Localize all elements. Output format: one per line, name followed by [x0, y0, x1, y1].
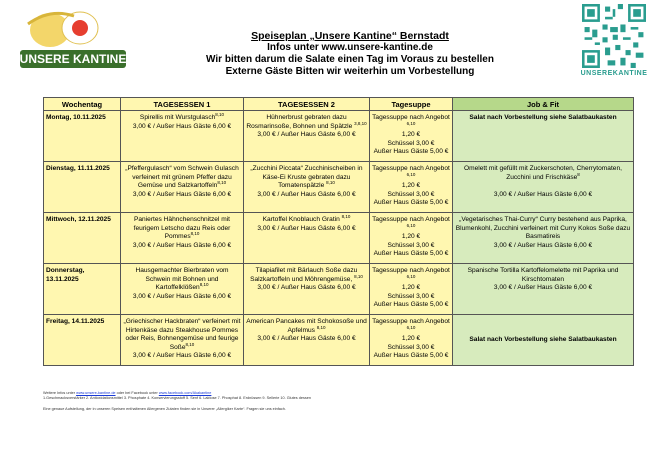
logo-text: UNSERE KANTINE	[19, 52, 127, 66]
soup-bowl-price: Schüssel 3,00 €	[387, 343, 435, 351]
page-title: Speiseplan „Unsere Kantine“ Bernstadt	[251, 30, 449, 42]
meal1-cell	[121, 264, 244, 315]
meal1-price: 3,00 € / Außer Haus Gäste 6,00 €	[132, 122, 232, 130]
allergen-sup: 8,10	[341, 213, 351, 219]
allergen-sup: 8,10	[354, 273, 363, 279]
allergen-sup: 8,10	[190, 231, 200, 236]
allergen-sup: 6,10	[406, 273, 416, 279]
allergen-sup: 8,10	[326, 180, 335, 185]
soup-name: Tagessuppe nach Angebot	[372, 318, 450, 325]
soup-price: 1,20 €	[401, 131, 421, 139]
jobfit-price: 3,00 € / Außer Haus Gäste 6,00 €	[493, 284, 593, 292]
allergen-sup: 6,10	[406, 222, 416, 228]
jobfit-cell	[453, 213, 634, 264]
meal2-price: 3,00 € / Außer Haus Gäste 6,00 €	[257, 224, 356, 232]
info-line: Infos unter www.unsere-kantine.de	[267, 42, 433, 53]
soup-price: 1,20 €	[401, 284, 421, 292]
allergen-legend: 1.Geschmacksverstärker 2. Antioxidationsmittel 3. Phosphate 4. Konservierungsstoff 5. Senf 6. Laktose 7. Phosphat 8. Erdnüssen 9. Sellerie 10. Glutes dessen	[43, 396, 311, 400]
meal1-price: 3,00 € / Außer Haus Gäste 6,00 €	[132, 352, 232, 360]
allergen-sup: 3,8,10	[354, 120, 367, 126]
jobfit-text: Omelett mit gefüllt mit Zuckerschoten, Cherrytomaten, Zucchini und Frischkäse	[464, 165, 622, 181]
soup-bowl-price: Schüssel 3,00 €	[387, 292, 435, 300]
jobfit-cell	[453, 162, 634, 213]
meal1-text: „Griechischer Hackbraten“ verfeinert mit Hirtenkäse dazu Steakhouse Pommes oder Reis, Bohnengemüse und feurige Soße	[123, 318, 241, 351]
table-body	[44, 111, 634, 366]
meal2-text: „Zucchini Piccata“ Zucchinischeiben in Käse-Ei Kruste gebraten dazu Tomatenspätzle	[250, 165, 363, 190]
menu-table	[43, 97, 634, 366]
soup-name: Tagessuppe nach Angebot	[372, 165, 450, 172]
meal2-text: Tilapiafilet mit Bärlauch Soße dazu Salzkartoffeln und Möhrengemüse,	[250, 267, 358, 283]
soup-takeaway-price: Außer Haus Gäste 5,00 €	[373, 301, 449, 309]
soup-bowl-price: Schüssel 3,00 €	[387, 139, 435, 147]
guest-notice: Externe Gäste Bitten wir weiterhin um Vorbestellung	[225, 66, 475, 77]
soup-price: 1,20 €	[401, 335, 421, 343]
col-header-jobfit: Job & Fit	[453, 98, 634, 111]
allergen-note: Eine genaue Aufstellung, der in unseren Speisen enthaltenen Allergenen Zutaten finden sie in Unserer „Allergiker Karte“. Fragen sie uns einfach.	[43, 407, 286, 411]
jobfit-text: Spanische Tortilla Kartoffelomelette mit Paprika und Kirschtomaten	[467, 267, 619, 283]
meal2-price: 3,00 € / Außer Haus Gäste 6,00 €	[257, 131, 356, 139]
day-cell: Donnerstag, 13.11.2025	[44, 264, 121, 315]
jobfit-cell	[453, 111, 634, 162]
soup-cell	[370, 264, 453, 315]
page-header	[150, 30, 550, 78]
allergen-sup: 8,10	[199, 282, 209, 287]
day-cell: Dienstag, 11.11.2025	[44, 162, 121, 213]
soup-name: Tagessuppe nach Angebot	[372, 216, 450, 223]
qr-code[interactable]	[582, 4, 646, 68]
day-cell: Mittwoch, 12.11.2025	[44, 213, 121, 264]
meal1-price: 3,00 € / Außer Haus Gäste 6,00 €	[132, 292, 232, 300]
meal1-text: Hausgemachter Bierbraten vom Schwein mit Bohnen und Kartoffelklößen	[135, 267, 229, 292]
table-row	[44, 111, 634, 162]
col-header-day: Wochentag	[44, 98, 121, 111]
soup-takeaway-price: Außer Haus Gäste 5,00 €	[373, 250, 449, 258]
day-cell: Freitag, 14.11.2025	[44, 315, 121, 366]
footer-notes	[43, 391, 463, 412]
soup-bowl-price: Schüssel 3,00 €	[387, 190, 435, 198]
col-header-soup: Tagesuppe	[370, 98, 453, 111]
soup-cell	[370, 213, 453, 264]
jobfit-cell	[453, 264, 634, 315]
jobfit-cell	[453, 315, 634, 366]
meal1-cell	[121, 162, 244, 213]
meal2-cell	[244, 213, 370, 264]
footer-mid: oder bei Facebook unter	[115, 391, 159, 395]
meal2-text: Hühnerbrust gebraten dazu Rosmarinsoße, Bohnen und Spätzle	[246, 114, 353, 130]
meal2-cell	[244, 162, 370, 213]
meal2-price: 3,00 € / Außer Haus Gäste 6,00 €	[257, 284, 356, 292]
allergen-sup: 8	[577, 171, 580, 177]
meal1-cell	[121, 315, 244, 366]
facebook-link[interactable]: www.facebook.com/Akakantine	[158, 391, 212, 395]
soup-bowl-price: Schüssel 3,00 €	[387, 241, 435, 249]
soup-price: 1,20 €	[401, 233, 421, 241]
jobfit-text: Salat nach Vorbestellung siehe Salatbaukasten	[469, 335, 617, 343]
soup-name: Tagessuppe nach Angebot	[372, 267, 450, 274]
footer-prefix: Weitere Infos unter	[43, 391, 77, 395]
soup-name: Tagessuppe nach Angebot	[372, 114, 450, 121]
meal2-cell	[244, 315, 370, 366]
jobfit-price: 3,00 € / Außer Haus Gäste 6,00 €	[493, 241, 593, 249]
col-header-meal2: TAGESESSEN 2	[244, 98, 370, 111]
allergen-sup: 6,10	[406, 120, 416, 126]
meal2-text: Kartoffel Knoblauch Gratin	[262, 216, 340, 223]
jobfit-text: „Vegetarisches Thai-Curry“ Curry bestehend aus Paprika, Blumenkohl, Zucchini verfeinert mit Curry Kokos Soße dazu Basmatireis	[455, 216, 631, 241]
allergen-sup: 6,10	[406, 171, 416, 177]
jobfit-price: 3,00 € / Außer Haus Gäste 6,00 €	[493, 190, 593, 198]
table-row	[44, 264, 634, 315]
jobfit-text: Salat nach Vorbestellung siehe Salatbaukasten	[469, 114, 617, 121]
qr-label: UNSEREKANTINE	[580, 70, 648, 77]
allergen-sup: 8,10	[316, 324, 326, 330]
meal2-cell	[244, 264, 370, 315]
soup-cell	[370, 111, 453, 162]
allergen-sup: 8,10	[185, 341, 195, 347]
allergen-sup: 6,10	[406, 324, 416, 330]
soup-price: 1,20 €	[401, 182, 421, 190]
table-row	[44, 213, 634, 264]
meal1-price: 3,00 € / Außer Haus Gäste 6,00 €	[132, 241, 232, 249]
kantine-logo	[14, 6, 132, 78]
col-header-meal1: TAGESESSEN 1	[121, 98, 244, 111]
website-link[interactable]: www.unsere-kantine.de	[76, 391, 116, 395]
table-row	[44, 315, 634, 366]
soup-cell	[370, 162, 453, 213]
meal1-text: „Pfeffergulasch“ vom Schwein Gulasch verfeinert mit grünem Pfeffer dazu Gemüse und Salzkartoffeln	[125, 165, 239, 190]
table-header-row	[44, 98, 634, 111]
soup-takeaway-price: Außer Haus Gäste 5,00 €	[373, 352, 449, 360]
allergen-sup: 8,10	[215, 111, 225, 117]
allergen-sup: 8,10	[217, 180, 227, 185]
soup-takeaway-price: Außer Haus Gäste 5,00 €	[373, 148, 449, 156]
meal1-price: 3,00 € / Außer Haus Gäste 6,00 €	[132, 190, 232, 198]
meal1-text: Paniertes Hähnchenschnitzel mit feurigem Letscho dazu Reis oder Pommes	[133, 216, 231, 241]
day-cell: Montag, 10.11.2025	[44, 111, 121, 162]
meal1-cell	[121, 213, 244, 264]
meal2-price: 3,00 € / Außer Haus Gäste 6,00 €	[257, 190, 356, 198]
meal1-text: Spirellis mit Wurstgulasch	[139, 114, 216, 121]
meal2-cell	[244, 111, 370, 162]
salad-notice: Wir bitten darum die Salate einen Tag im Voraus zu bestellen	[206, 54, 494, 65]
meal2-price: 3,00 € / Außer Haus Gäste 6,00 €	[257, 335, 356, 343]
soup-cell	[370, 315, 453, 366]
soup-takeaway-price: Außer Haus Gäste 5,00 €	[373, 199, 449, 207]
meal1-cell	[121, 111, 244, 162]
table-row	[44, 162, 634, 213]
meal2-text: American Pancakes mit Schokosoße und Apfelmus	[246, 318, 367, 334]
